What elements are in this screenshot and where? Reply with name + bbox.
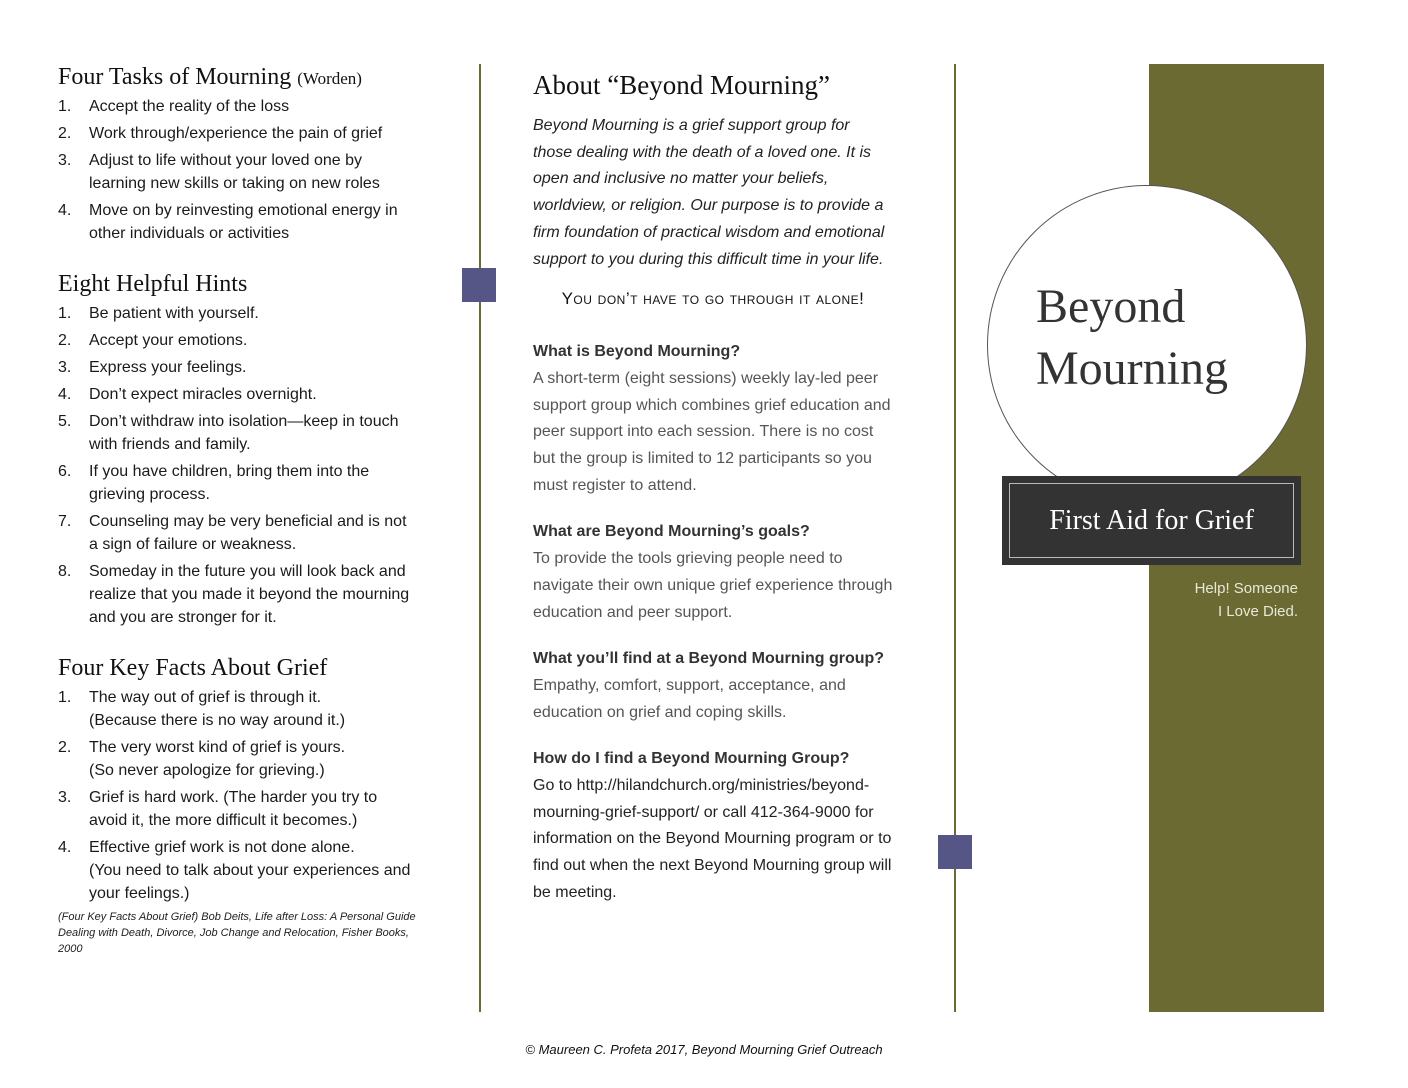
tagline: You don’t have to go through it alone!: [561, 289, 865, 309]
about-title: About “Beyond Mourning”: [533, 70, 830, 100]
divider-line-left: [479, 64, 481, 1012]
cover-title: Beyond Mourning: [1036, 280, 1228, 395]
citation: (Four Key Facts About Grief) Bob Deits, Life after Loss: A Personal Guide Dealing with Death, Divorce, Job Change and Relocation, Fisher Books, 2000: [58, 911, 416, 955]
cover-label-text: First Aid for Grief: [1009, 483, 1294, 558]
answer: Go to http://hilandchurch.org/ministries/beyond-mourning-grief-support/ or call 412-364-9000 for information on the Beyond Mourning program or to find out when the next Beyond Mourning group will be meeting.: [533, 777, 892, 901]
list-item: 3. Adjust to life without your loved one by learning new skills or taking on new roles: [58, 152, 380, 192]
list-item: 4. Effective grief work is not done alone. (You need to talk about your experiences and your feelings.): [58, 839, 411, 902]
question: How do I find a Beyond Mourning Group?: [533, 750, 850, 768]
tasks-title: Four Tasks of Mourning (Worden): [58, 64, 362, 90]
answer: A short-term (eight sessions) weekly lay-led peer support group which combines grief education and peer support into each session. There is no cost but the group is limited to 12 participants so you must register to attend.: [533, 369, 891, 494]
list-item: 2. The very worst kind of grief is yours. (So never apologize for grieving.): [58, 739, 346, 779]
divider-square-left: [462, 268, 496, 302]
list-item: 6. If you have children, bring them into the grieving process.: [58, 463, 370, 503]
question: What you’ll find at a Beyond Mourning group?: [533, 650, 885, 668]
divider-square-right: [938, 835, 972, 869]
about-intro: Beyond Mourning is a grief support group for those dealing with the death of a loved one. It is open and inclusive no matter your beliefs, worldview, or religion. Our purpose is to provide a firm foundation of practical wisdom and emotional support to you during this difficult time in your life.: [533, 117, 885, 268]
list-item: 4. Don’t expect miracles overnight.: [58, 386, 317, 403]
tasks-section: [58, 64, 418, 245]
list-item: 2. Accept your emotions.: [58, 332, 248, 349]
list-item: 8. Someday in the future you will look back and realize that you made it beyond the mourning and you are stronger for it.: [58, 563, 410, 626]
list-item: 3. Grief is hard work. (The harder you try to avoid it, the more difficult it becomes.): [58, 789, 378, 829]
hints-title: Eight Helpful Hints: [58, 271, 248, 297]
qa-item: [533, 339, 893, 499]
list-item: 4. Move on by reinvesting emotional energy in other individuals or activities: [58, 202, 398, 242]
facts-section: [58, 655, 418, 957]
hints-section: [58, 271, 418, 629]
list-item: 7. Counseling may be very beneficial and is not a sign of failure or weakness.: [58, 513, 407, 553]
hints-list: [58, 302, 418, 629]
middle-panel: [533, 64, 893, 927]
cover-label-box: [1002, 476, 1301, 565]
tasks-title-note: (Worden): [297, 69, 362, 88]
list-item: 2. Work through/experience the pain of grief: [58, 125, 383, 142]
qa-item: [533, 746, 893, 906]
list-item: 1. Accept the reality of the loss: [58, 98, 290, 115]
list-item: 1. Be patient with yourself.: [58, 305, 259, 322]
cover-subtitle: Help! Someone I Love Died.: [1194, 580, 1298, 620]
divider-line-right: [954, 64, 956, 1012]
list-item: 1. The way out of grief is through it. (Because there is no way around it.): [58, 689, 346, 729]
answer: Empathy, comfort, support, acceptance, and education on grief and coping skills.: [533, 676, 846, 721]
qa-item: [533, 519, 893, 626]
left-panel: [58, 64, 418, 957]
qa-item: [533, 646, 893, 726]
facts-list: [58, 686, 418, 905]
question: What are Beyond Mourning’s goals?: [533, 523, 810, 541]
answer: To provide the tools grieving people need to navigate their own unique grief experience through education and peer support.: [533, 550, 893, 621]
list-item: 3. Express your feelings.: [58, 359, 247, 376]
tasks-list: [58, 95, 418, 245]
facts-title: Four Key Facts About Grief: [58, 655, 328, 681]
question: What is Beyond Mourning?: [533, 343, 741, 361]
list-item: 5. Don’t withdraw into isolation—keep in touch with friends and family.: [58, 413, 399, 453]
footer-copyright: © Maureen C. Profeta 2017, Beyond Mourning Grief Outreach: [525, 1042, 883, 1057]
